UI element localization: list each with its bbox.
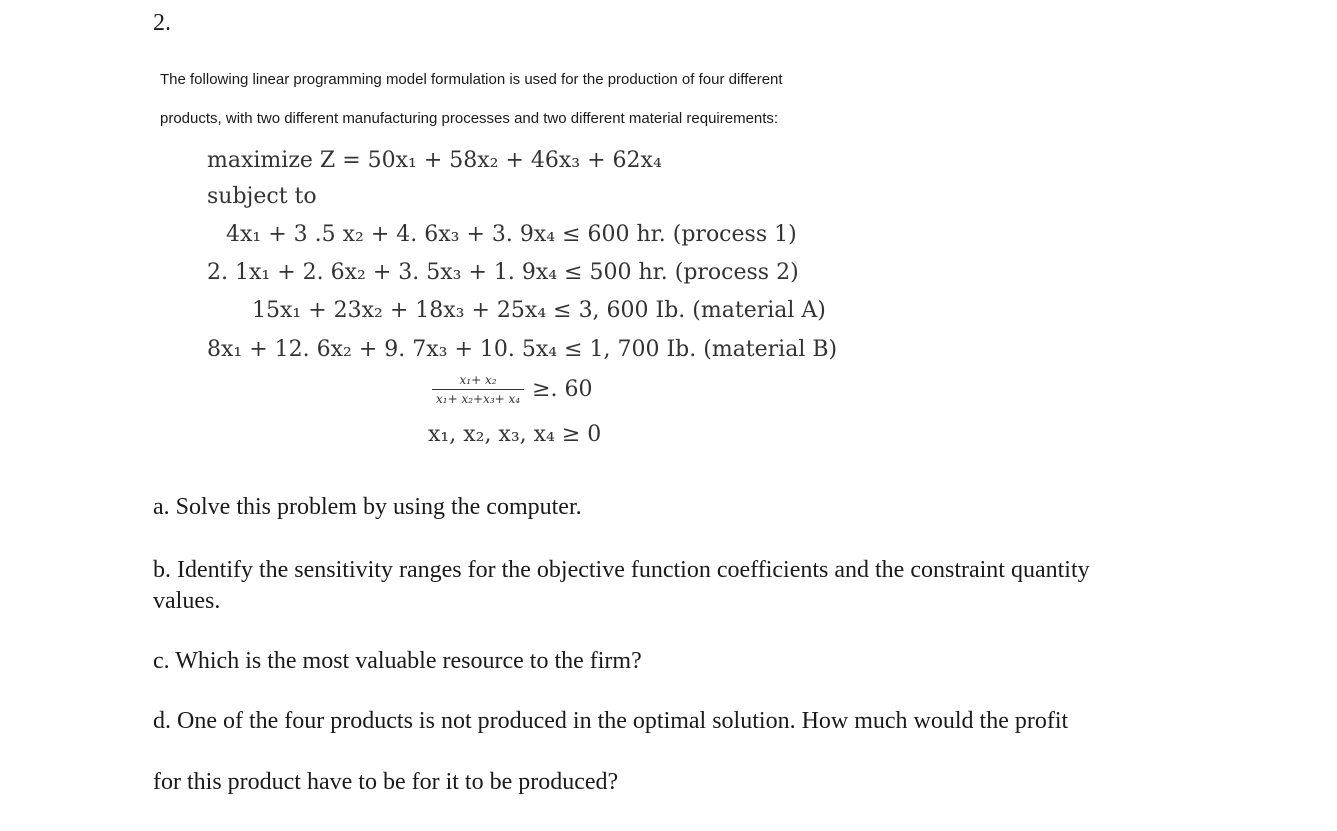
nonnegativity-constraint: x₁, x₂, x₃, x₄ ≥ 0 (428, 422, 602, 447)
question-number: 2. (153, 10, 171, 36)
constraint-process-2: 2. 1x₁ + 2. 6x₂ + 3. 5x₃ + 1. 9x₄ ≤ 500 hr. (process 2) (207, 260, 799, 285)
constraint-material-a: 15x₁ + 23x₂ + 18x₃ + 25x₄ ≤ 3, 600 Ib. (material A) (252, 298, 826, 323)
objective-function: maximize Z = 50x₁ + 58x₂ + 46x₃ + 62x₄ (207, 148, 662, 173)
question-a: a. Solve this problem by using the computer. (153, 494, 582, 520)
ratio-fraction (432, 373, 524, 406)
ratio-constraint (432, 373, 593, 406)
constraint-process-1: 4x₁ + 3 .5 x₂ + 4. 6x₃ + 3. 9x₄ ≤ 600 hr. (process 1) (226, 222, 797, 247)
subject-to-label: subject to (207, 184, 317, 209)
question-d-line-2: for this product have to be for it to be produced? (153, 769, 619, 795)
question-d-line-1: d. One of the four products is not produced in the optimal solution. How much would the profit (153, 708, 1069, 734)
intro-line-1: The following linear programming model formulation is used for the production of four different (160, 71, 783, 88)
intro-line-2: products, with two different manufacturing processes and two different material requirements: (160, 110, 779, 127)
ratio-rhs: ≥. 60 (532, 377, 593, 402)
ratio-denominator: x₁+ x₂+x₃+ x₄ (436, 392, 521, 406)
question-b: b. Identify the sensitivity ranges for the objective function coefficients and the constraint quantity values. (153, 557, 1090, 614)
question-c: c. Which is the most valuable resource to the firm? (153, 648, 642, 674)
constraint-material-b: 8x₁ + 12. 6x₂ + 9. 7x₃ + 10. 5x₄ ≤ 1, 700 Ib. (material B) (207, 337, 838, 362)
ratio-numerator: x₁+ x₂ (432, 373, 524, 390)
